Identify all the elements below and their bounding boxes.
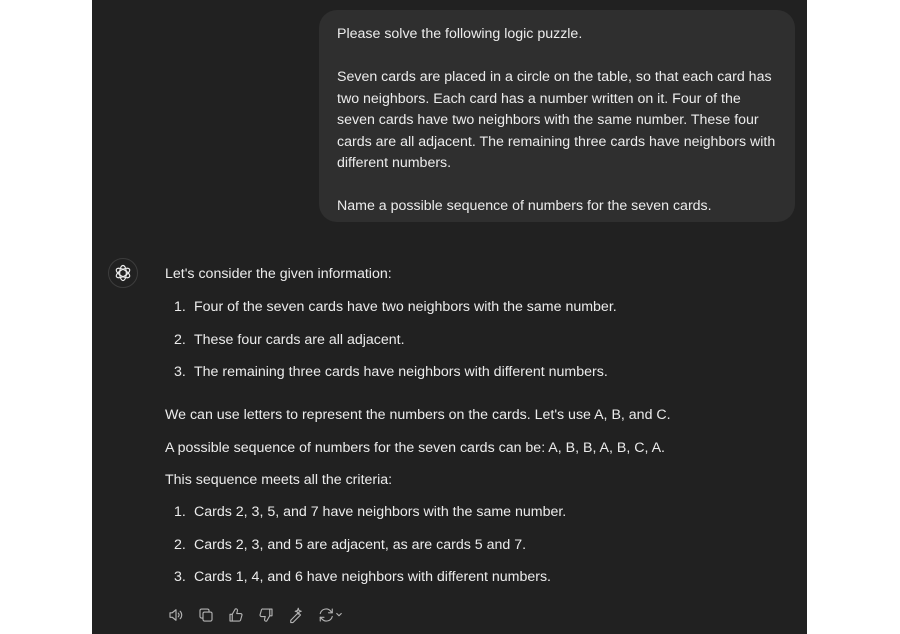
user-message-line: cards are all adjacent. The remaining three cards have neighbors with [337, 133, 776, 150]
assistant-paragraph: A possible sequence of numbers for the seven cards can be: A, B, B, A, B, C, A. [165, 440, 665, 456]
user-message-line: Seven cards are placed in a circle on the table, so that each card has [337, 69, 772, 85]
regenerate-icon[interactable] [315, 605, 345, 625]
list-item [174, 332, 405, 348]
list-number: 2. [174, 537, 186, 553]
user-message-line: two neighbors. Each card has a number written on it. Four of the [337, 90, 741, 107]
user-message-line: seven cards have two neighbors with the same number. These four [337, 112, 759, 128]
list-number: 3. [174, 569, 186, 585]
list-item [174, 504, 566, 520]
list-item [174, 364, 608, 380]
list-text: These four cards are all adjacent. [194, 332, 405, 348]
thumbs-down-icon[interactable] [255, 605, 277, 625]
user-message-line: different numbers. [337, 155, 452, 171]
list-text: Cards 2, 3, and 5 are adjacent, as are cards 5 and 7. [194, 537, 527, 553]
assistant-paragraph: This sequence meets all the criteria: [165, 472, 393, 488]
assistant-paragraph: We can use letters to represent the numbers on the cards. Let's use A, B, and C. [165, 407, 671, 423]
thumbs-up-icon[interactable] [225, 605, 247, 625]
user-message-line: Name a possible sequence of numbers for the seven cards. [337, 198, 712, 214]
list-number: 1. [174, 299, 186, 315]
list-number: 1. [174, 504, 186, 520]
user-message-line: Please solve the following logic puzzle. [337, 26, 583, 42]
list-item [174, 299, 617, 315]
edit-model-icon[interactable] [285, 605, 307, 625]
read-aloud-icon[interactable] [165, 605, 187, 625]
list-text: Four of the seven cards have two neighbors with the same number. [194, 299, 617, 315]
list-number: 3. [174, 364, 186, 380]
list-text: The remaining three cards have neighbors with different numbers. [194, 364, 608, 380]
message-actions-bar [165, 605, 345, 625]
list-item [174, 537, 526, 553]
list-number: 2. [174, 332, 186, 348]
list-item [174, 569, 551, 585]
list-text: Cards 1, 4, and 6 have neighbors with different numbers. [194, 569, 552, 585]
assistant-paragraph: Let's consider the given information: [165, 266, 392, 282]
openai-logo-icon [113, 263, 133, 283]
assistant-avatar [108, 258, 138, 288]
list-text: Cards 2, 3, 5, and 7 have neighbors with the same number. [194, 504, 567, 520]
chat-panel [92, 0, 807, 634]
copy-icon[interactable] [195, 605, 217, 625]
user-message-bubble [319, 10, 795, 222]
